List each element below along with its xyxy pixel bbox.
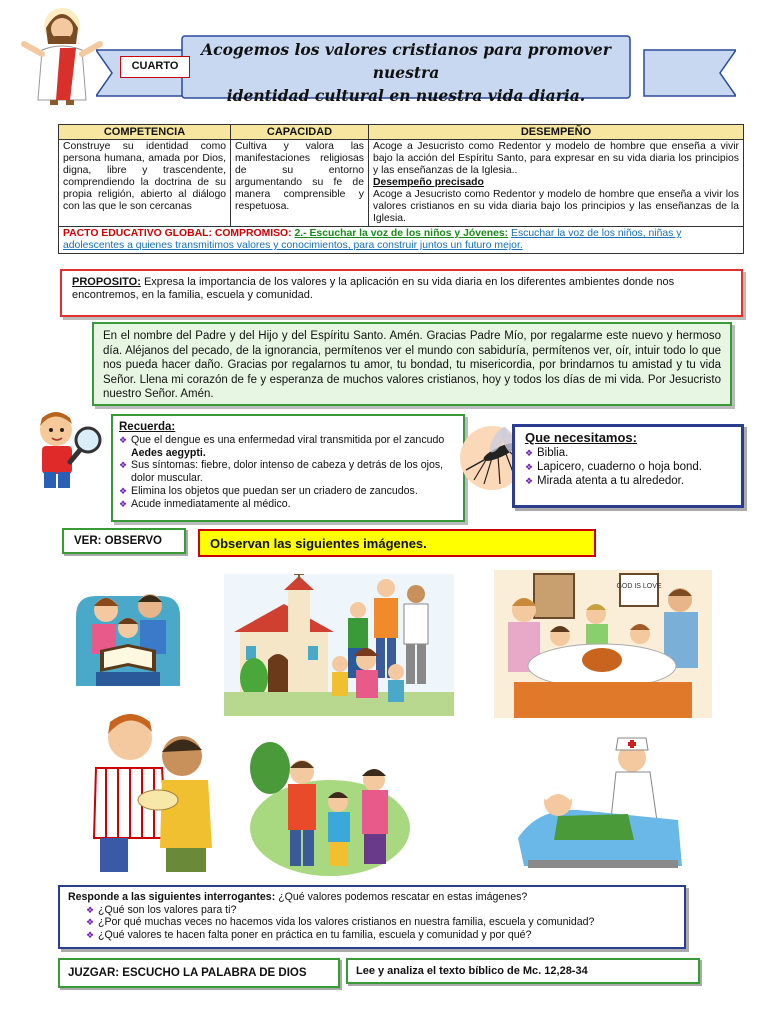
recuerda-title: Recuerda: [119,421,176,433]
questions-list [68,904,676,942]
header-capacidad: CAPACIDAD [231,125,369,140]
recuerda-item-1-text: Que el dengue es una enfermedad viral transmitida por el zancudo [131,433,445,446]
competencia-cell: Construye su identidad como persona humana, amada por Dios, digna, libre y trascendente, comprendiendo la doctrina de su propia religión, abierto al diálogo con las que le son cercanas [59,140,231,227]
list-item: ❖ Acude inmediatamente al médico. [119,498,457,511]
responde-box [58,885,686,949]
list-item: ❖ Mirada atenta a tu alrededor. [525,474,731,488]
children-sharing-food-illustration [66,708,222,876]
responde-intro: ¿Qué valores podemos rescatar en estas imágenes? [278,891,528,903]
observan-instruction: Observan las siguientes imágenes. [198,529,596,557]
header-desempeno: DESEMPEÑO [369,125,744,140]
list-item: ❖ Sus síntomas: fiebre, dolor intenso de cabeza y detrás de los ojos, dolor muscular. [119,459,457,485]
boy-magnifier-illustration [26,406,110,496]
bible-reading-instruction: Lee y analiza el texto bíblico de Mc. 12,28-34 [346,958,700,984]
desempeno-precisado-label: Desempeño precisado [373,177,484,188]
list-item: ❖ Lapicero, cuaderno o hoja bond. [525,460,731,474]
desempeno-cell [369,140,744,227]
recuerda-list [119,434,457,511]
proposito-box [60,269,743,317]
recuerda-box [111,414,465,522]
needs-box [512,424,744,508]
pacto-text: Escuchar la voz de los niños, niñas y adolescentes a quienes transmitimos valores y conocimientos, para construir juntos un futuro mejor. [63,228,682,251]
proposito-label: PROPOSITO: [72,276,141,288]
proposito-text: Expresa la importancia de los valores y la aplicación en su vida diaria en los diferentes ambientes donde nos encontremos, en la familia, escuela y comunidad. [72,276,675,301]
family-together-outdoors-illustration [250,728,410,876]
page-title [190,38,622,107]
wall-sign-text: GOD IS LOVE [616,583,662,590]
desempeno-text: Acoge a Jesucristo como Redentor y modelo de hombre que enseña a vivir bajo la acción del Espíritu Santo, para expresar en su vida diaria los principios y las enseñanzas de la Iglesia.. [373,141,739,176]
ver-label: VER: OBSERVO [62,528,186,554]
list-item: ❖ Elimina los objetos que puedan ser un criadero de zancudos. [119,485,457,498]
list-item [119,434,457,460]
family-reading-bible-illustration [66,576,190,688]
recuerda-item-1-bold: Aedes aegypti. [131,446,206,459]
pacto-commitment: 2.- Escuchar la voz de los niños y Jóvenes: [294,228,509,239]
responde-header [68,891,676,904]
responde-label: Responde a las siguientes interrogantes: [68,891,276,903]
table-header-row [59,125,744,140]
pacto-cell [59,227,744,254]
title-line-1: Acogemos los valores cristianos para promover nuestra [201,40,611,82]
desempeno-precisado-text: Acoge a Jesucristo como Redentor y modelo de hombre que enseña a vivir los valores cristianos en su vida diaria bajo los principios y las enseñanzas de la Iglesia. [373,189,739,224]
pacto-row [59,227,744,254]
juzgar-label: JUZGAR: ESCUCHO LA PALABRA DE DIOS [58,958,340,988]
jesus-illustration [16,4,108,108]
needs-title: Que necesitamos: [525,430,637,445]
capacidad-cell: Cultiva y valora las manifestaciones religiosas de su entorno argumentando su fe de manera comprensible y respetuosa. [231,140,369,227]
list-item: ❖ Biblia. [525,446,731,460]
competency-table [58,124,744,254]
table-row [59,140,744,227]
list-item: ❖ ¿Qué valores te hacen falta poner en práctica en tu familia, escuela y comunidad y por qué? [86,929,676,942]
pacto-label: PACTO EDUCATIVO GLOBAL: COMPROMISO: [63,228,292,239]
nurse-caring-patient-illustration [518,728,688,876]
list-item: ❖ ¿Qué son los valores para ti? [86,904,676,917]
family-praying-at-table-illustration [494,570,712,718]
needs-list [525,446,731,488]
header-competencia: COMPETENCIA [59,125,231,140]
grade-badge: CUARTO [120,56,190,78]
prayer-box: En el nombre del Padre y del Hijo y del Espíritu Santo. Amén. Gracias Padre Mío, por regalarme este nuevo y hermoso día. Aléjanos del pecado, de la ignorancia, permítenos ver el mundo con sabiduría, permítenos ver, oír, intuir todo lo que nos pueda hacer daño. Gracias por regalarnos tu amor, tu bondad, tu misericordia, por brindarnos tu amistad y tu vida Señor. Llena mi corazón de fe y esperanza de muchos valores cristianos, hoy y todos los días de mi vida. Por Jesucristo nuestro Señor. Amén. [92,322,732,406]
title-line-2: identidad cultural en nuestra vida diaria. [226,86,586,105]
list-item: ❖ ¿Por qué muchas veces no hacemos vida los valores cristianos en nuestra familia, escuela y comunidad? [86,916,676,929]
family-going-to-church-illustration [224,574,454,716]
